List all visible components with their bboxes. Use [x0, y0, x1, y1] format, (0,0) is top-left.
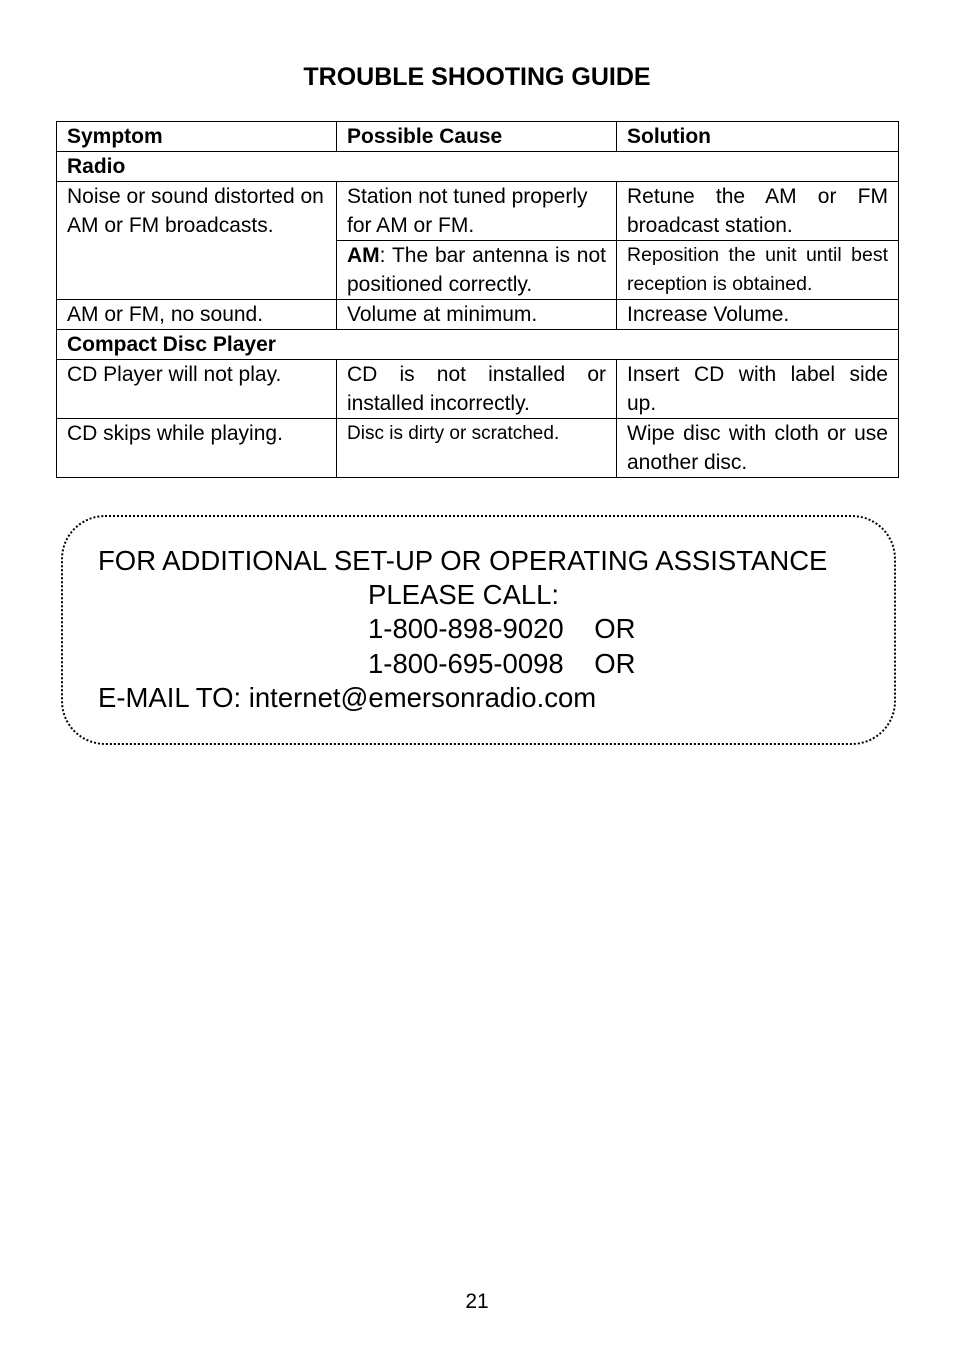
- please-call-label: PLEASE CALL:: [368, 579, 560, 610]
- cause-text: : The bar antenna is not positioned correctly.: [347, 244, 606, 296]
- section-label-radio: Radio: [57, 152, 899, 182]
- phone-number-2: 1-800-695-0098 OR: [368, 648, 636, 679]
- cause-cell: Station not tuned properly for AM or FM.: [337, 182, 617, 241]
- phone-number-1: 1-800-898-9020 OR: [368, 613, 636, 644]
- symptom-cell: Noise or sound distorted on AM or FM broadcasts.: [57, 182, 337, 300]
- solution-cell: Insert CD with label side up.: [617, 360, 899, 419]
- symptom-cell: CD Player will not play.: [57, 360, 337, 419]
- table-row: [57, 300, 899, 330]
- cause-bold-prefix: AM: [347, 244, 380, 267]
- troubleshooting-table: [56, 121, 899, 478]
- page-number: 21: [465, 1290, 489, 1313]
- page-title: TROUBLE SHOOTING GUIDE: [303, 63, 651, 91]
- section-row-cd: [57, 330, 899, 360]
- section-row-radio: [57, 152, 899, 182]
- section-label-cd: Compact Disc Player: [57, 330, 899, 360]
- cause-cell: CD is not installed or installed incorrectly.: [337, 360, 617, 419]
- table-row: [57, 182, 899, 241]
- table-row: [57, 360, 899, 419]
- cause-cell: [337, 241, 617, 300]
- table-header-row: [57, 122, 899, 152]
- header-possible-cause: Possible Cause: [337, 122, 617, 152]
- header-symptom: Symptom: [57, 122, 337, 152]
- solution-cell: Retune the AM or FM broadcast station.: [617, 182, 899, 241]
- solution-cell: Reposition the unit until best reception is obtained.: [617, 241, 899, 300]
- symptom-cell: CD skips while playing.: [57, 419, 337, 478]
- solution-cell: Wipe disc with cloth or use another disc.: [617, 419, 899, 478]
- table-row: [57, 419, 899, 478]
- header-solution: Solution: [617, 122, 899, 152]
- symptom-cell: AM or FM, no sound.: [57, 300, 337, 330]
- solution-cell: Increase Volume.: [617, 300, 899, 330]
- cause-cell: Disc is dirty or scratched.: [337, 419, 617, 478]
- cause-cell: Volume at minimum.: [337, 300, 617, 330]
- assistance-heading: FOR ADDITIONAL SET-UP OR OPERATING ASSISTANCE: [98, 545, 828, 576]
- email-contact: E-MAIL TO: internet@emersonradio.com: [98, 682, 597, 713]
